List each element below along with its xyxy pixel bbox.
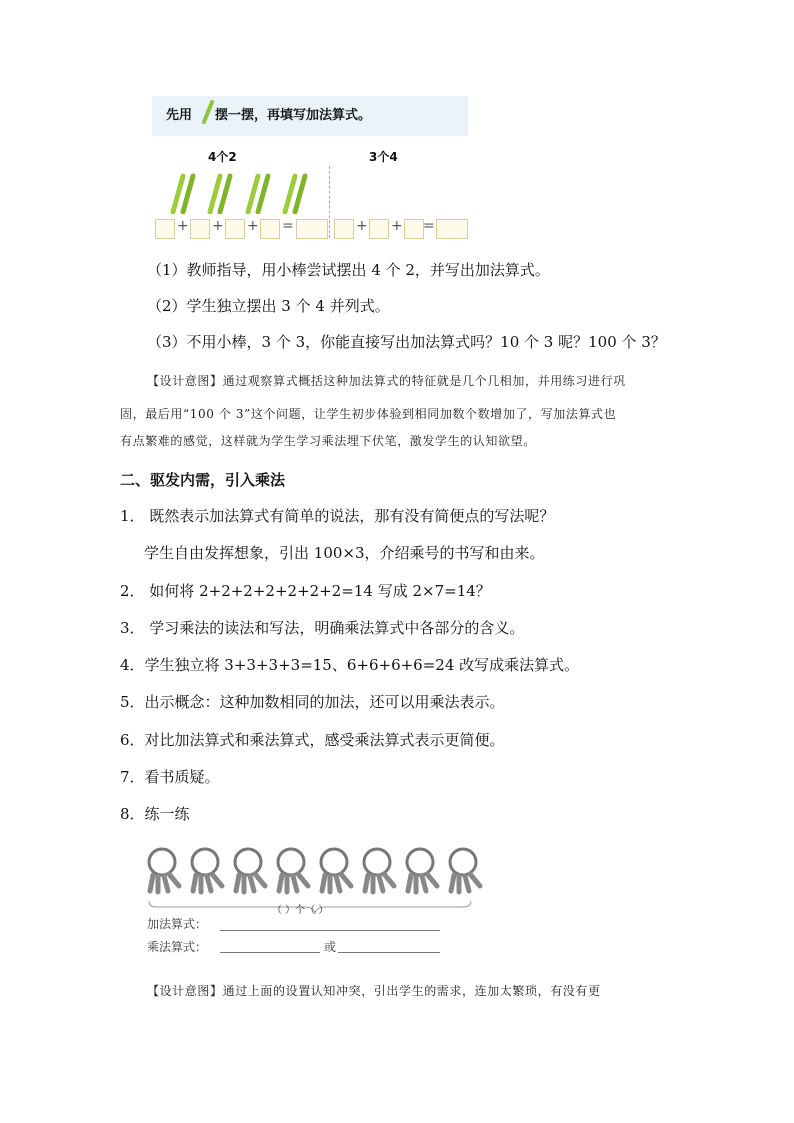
stick-pair — [248, 176, 268, 212]
list-item: 学生自由发挥想象，引出 100×3，介绍乘号的书写和由来。 — [144, 544, 545, 562]
plus-sign: + — [212, 218, 224, 234]
multiplication-answer-line-2[interactable] — [338, 952, 440, 953]
equals-sign: = — [282, 218, 294, 234]
step-1: （1）教师指导，用小棒尝试摆出 4 个 2，并写出加法算式。 — [147, 261, 550, 279]
list-item: 2． 如何将 2+2+2+2+2+2+2=14 写成 2×7=14？ — [120, 582, 491, 600]
stick-pair — [285, 176, 305, 212]
design-note-line: 固，最后用“100 个 3”这个问题，让学生初步体验到相同加数个数增加了，写加法算式也 — [120, 407, 617, 421]
brace-label: （ ）个（ ） — [272, 905, 329, 916]
key-ring-icon — [149, 849, 179, 892]
equals-sign: = — [423, 218, 435, 234]
answer-box[interactable] — [260, 219, 280, 239]
stick-icon — [201, 100, 215, 124]
design-note-line: 【设计意图】通过观察算式概括这种加法算式的特征就是几个几相加，并用练习进行巩 — [147, 374, 626, 388]
plus-sign: + — [391, 218, 403, 234]
or-label: 或 — [324, 940, 337, 954]
sum-box[interactable] — [296, 219, 328, 239]
key-ring-icon — [321, 849, 351, 892]
answer-box[interactable] — [369, 219, 389, 239]
answer-box[interactable] — [334, 219, 354, 239]
answer-box[interactable] — [155, 219, 175, 239]
group-divider — [329, 166, 330, 238]
plus-sign: + — [247, 218, 259, 234]
addition-answer-line[interactable] — [220, 930, 440, 931]
step-2: （2）学生独立摆出 3 个 4 并列式。 — [147, 297, 390, 315]
group-label-3x4: 3个4 — [369, 150, 398, 164]
plus-sign: + — [356, 218, 368, 234]
key-ring-icon — [364, 849, 394, 892]
list-item: 7．看书质疑。 — [120, 768, 220, 786]
list-item: 4．学生独立将 3+3+3+3=15、6+6+6+6=24 改写成乘法算式。 — [120, 656, 580, 674]
stick-pairs — [168, 172, 318, 214]
list-item: 1． 既然表示加法算式有简单的说法，那有没有简便点的写法呢？ — [120, 507, 555, 525]
answer-box[interactable] — [404, 219, 424, 239]
list-item: 6．对比加法算式和乘法算式，感受乘法算式表示更简便。 — [120, 731, 505, 749]
instruction-suffix: 摆一摆，再填写加法算式。 — [215, 108, 372, 123]
answer-box[interactable] — [225, 219, 245, 239]
instruction-prefix: 先用 — [166, 108, 193, 123]
key-ring-icon — [192, 849, 222, 892]
section-title: 二、驱发内需，引入乘法 — [120, 471, 286, 489]
step-3: （3）不用小棒，3 个 3，你能直接写出加法算式吗？10 个 3 呢？100 个 3？ — [147, 333, 666, 351]
key-ring-icon — [450, 849, 480, 892]
multiplication-answer-line[interactable] — [220, 952, 320, 953]
design-note-line: 有点繁难的感觉，这样就为学生学习乘法埋下伏笔，激发学生的认知欲望。 — [120, 434, 536, 448]
answer-box[interactable] — [190, 219, 210, 239]
key-ring-icon — [407, 849, 437, 892]
key-ring-icon — [235, 849, 265, 892]
list-item: 8．练一练 — [120, 805, 190, 823]
sum-box[interactable] — [436, 219, 468, 239]
addition-label: 加法算式： — [147, 917, 208, 931]
stick-pair — [210, 176, 230, 212]
multiplication-label: 乘法算式： — [147, 940, 208, 954]
plus-sign: + — [177, 218, 189, 234]
design-note-2: 【设计意图】通过上面的设置认知冲突，引出学生的需求，连加太繁琐，有没有更 — [147, 984, 601, 998]
stick-pair — [173, 176, 193, 212]
list-item: 3． 学习乘法的读法和写法，明确乘法算式中各部分的含义。 — [120, 619, 525, 637]
list-item: 5．出示概念：这种加数相同的加法，还可以用乘法表示。 — [120, 693, 505, 711]
key-ring-icon — [278, 849, 308, 892]
group-label-4x2: 4个2 — [208, 150, 237, 164]
